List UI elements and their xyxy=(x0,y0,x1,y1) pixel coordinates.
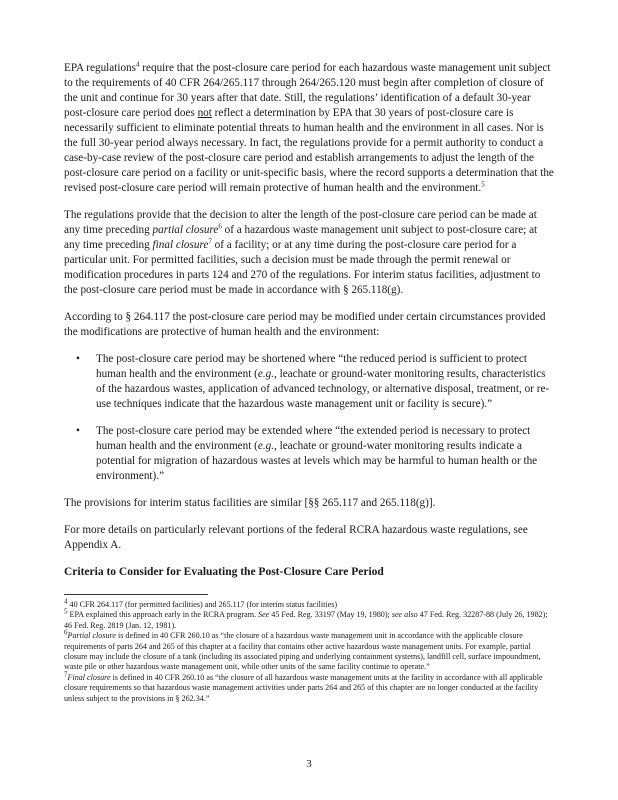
text-run: , leachate or ground-water monitoring results indicate a potential for migration of hazardous wastes at levels which may be harmful to human health or the environment).” xyxy=(96,440,538,482)
page-number: 3 xyxy=(306,758,312,770)
footnote-6 xyxy=(64,628,554,673)
text-run-italic: Partial closure xyxy=(67,631,116,641)
modification-list xyxy=(64,352,554,484)
footnote-ref-5[interactable]: 5 xyxy=(481,180,485,189)
text-run-italic: Final closure xyxy=(67,672,111,682)
text-run: The post-closure care period may be shortened where “the reduced period is sufficient to protect human health and the environment ( xyxy=(96,353,527,380)
section-heading: Criteria to Consider for Evaluating the Post-Closure Care Period xyxy=(64,566,384,578)
text-run: The regulations provide that the decision to alter the length of the post-closure care period can be made at any time preceding xyxy=(64,209,537,236)
underlined-word: not xyxy=(197,107,212,119)
bullet-icon: • xyxy=(76,353,80,365)
text-run: 45 Fed. Reg. 33197 (May 19, 1980); xyxy=(269,610,392,620)
text-run: of a facility; or at any time during the post-closure care period for a particular unit. For permitted facilities, such a decision must be made through the permit renewal or modification procedures in parts 124 and 270 of the regulations. For interim status facilities, adjustment to the post-closure care period must be made in accordance with § 265.118(g). xyxy=(64,239,541,296)
text-run: 40 CFR 264.117 (for permitted facilities) and 265.117 (for interim status facilities) xyxy=(67,600,338,609)
text-run: is defined in 40 CFR 260.10 as “the closure of a hazardous waste management unit in accordance with the applicable closure requirements of parts 264 and 265 of this chapter at a facility that contains other active hazardous waste management units. For example, partial closure may include the closure of a tank (including its associated piping and underlying containment systems), landfill cell, surface impoundment, waste pile or other hazardous waste management unit, while other units of the same facility continue to operate.” xyxy=(64,631,541,672)
term-final-closure: final closure xyxy=(152,239,209,251)
text-run: The post-closure care period may be extended where “the extended period is necessary to protect human health and the environment ( xyxy=(96,425,531,452)
footnote-ref-7[interactable]: 7 xyxy=(208,237,212,246)
footnote-5 xyxy=(64,607,554,631)
footnote-4 xyxy=(64,597,554,610)
text-run: EPA explained this approach early in the RCRA program. xyxy=(67,610,259,620)
footnote-ref-4[interactable]: 4 xyxy=(136,60,140,69)
paragraph-interim-status: The provisions for interim status facilities are similar [§§ 265.117 and 265.118(g)]. xyxy=(64,497,436,509)
term-partial-closure: partial closure xyxy=(152,224,219,236)
paragraph-appendix-reference: For more details on particularly relevant portions of the federal RCRA hazardous waste regulations, see Appendix A. xyxy=(64,524,528,551)
footnote-7 xyxy=(64,670,554,704)
text-run: is defined in 40 CFR 260.10 as “the closure of all hazardous waste management units at the facility in accordance with all applicable closure requirements so that hazardous waste management activities under parts 264 and 265 of this chapter are no longer conducted at the facility unless subject to the provisions in § 262.34.” xyxy=(64,672,543,703)
text-run-italic: e.g. xyxy=(257,368,275,380)
footnote-number: 4 xyxy=(64,597,68,606)
text-run: 47 Fed. Reg. 32287-88 (July 26, 1982); 46 Fed. Reg. 2819 (Jan. 12, 1981). xyxy=(64,610,548,630)
footnote-number: 7 xyxy=(64,670,68,679)
text-run: EPA regulations xyxy=(64,62,136,74)
text-run: of a hazardous waste management unit subject to post-closure care; at any time preceding xyxy=(64,224,538,251)
text-run-italic: See xyxy=(258,610,270,620)
footnote-divider xyxy=(64,594,208,595)
footnote-number: 5 xyxy=(64,607,68,616)
list-item-extended xyxy=(76,424,554,484)
text-run-italic: see also xyxy=(391,610,418,620)
bullet-icon: • xyxy=(76,425,80,437)
text-run: require that the post-closure care period for each hazardous waste management unit subject to the requirements of 40 CFR 264/265.117 through 264/265.120 must begin after completion of closure of the unit and continue for 30 years after that date. Still, the regulations’ identification of a default 30-year post-closure care period does xyxy=(64,62,551,119)
text-run: reflect a determination by EPA that 30 years of post-closure care is necessarily sufficient to eliminate potential threats to human health and the environment in all cases. Nor is the full 30-year period always necessary. In fact, the regulations provide for a permit authority to conduct a case-by-case review of the post-closure care period and establish arrangements to adjust the length of the post-closure care period on a facility or unit-specific basis, where the record supports a determination that the revised post-closure care period will remain protective of human health and the environment. xyxy=(64,107,554,194)
paragraph-decision-timing xyxy=(64,208,554,298)
paragraph-modification-intro: According to § 264.117 the post-closure care period may be modified under certain circumstances provided the modifications are protective of human health and the environment: xyxy=(64,311,546,338)
footnote-ref-6[interactable]: 6 xyxy=(218,222,222,231)
text-run-italic: e.g. xyxy=(257,440,275,452)
paragraph-post-closure-period xyxy=(64,61,554,196)
footnotes xyxy=(64,597,554,704)
text-run: , leachate or ground-water monitoring results, characteristics of the hazardous wastes, application of advanced technology, or alternative disposal, treatment, or re-use techniques indicate that the hazardous waste management unit or facility is secure).” xyxy=(96,368,550,410)
footnote-number: 6 xyxy=(64,628,68,637)
list-item-shortened xyxy=(76,352,554,412)
